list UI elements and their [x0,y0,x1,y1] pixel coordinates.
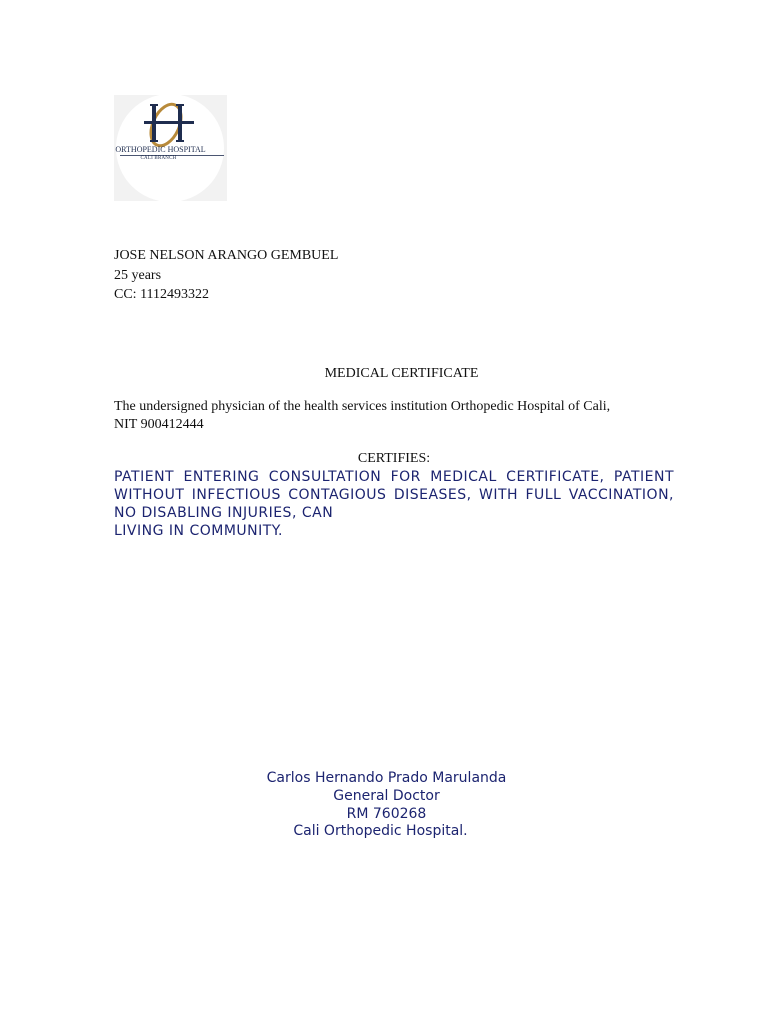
signature-block [114,770,659,841]
doctor-name: Carlos Hernando Prado Marulanda [266,770,507,786]
patient-id: CC: 1112493322 [114,287,210,302]
doctor-institution: Cali Orthopedic Hospital. [293,823,468,840]
logo-hospital-name: ORTHOPEDIC HOSPITAL [115,145,206,154]
statement-line: FULL VACCINATION, NO DISABLING INJURIES, CAN [114,487,674,521]
certifies-label: CERTIFIES: [357,451,431,466]
doctor-registration: RM 760268 [346,805,427,822]
patient-info [114,246,338,305]
logo-branch-name: CALI BRANCH [140,156,177,161]
certificate-statement [114,468,674,540]
patient-name: JOSE NELSON ARANGO GEMBUEL [114,248,339,263]
certificate-title: MEDICAL CERTIFICATE [324,366,479,381]
doctor-role: General Doctor [333,787,440,804]
statement-line: LIVING IN COMMUNITY. [114,523,283,539]
patient-age: 25 years [114,267,162,283]
hospital-logo [114,95,227,201]
statement-line: PATIENT WITHOUT INFECTIOUS CONTAGIOUS DISEASES, WITH [114,469,674,503]
statement-line: PATIENT ENTERING CONSULTATION FOR MEDICAL CERTIFICATE, [114,469,605,485]
certificate-intro: The undersigned physician of the health services institution Orthopedic Hospital of Cali, NIT 900412444 [114,399,611,432]
